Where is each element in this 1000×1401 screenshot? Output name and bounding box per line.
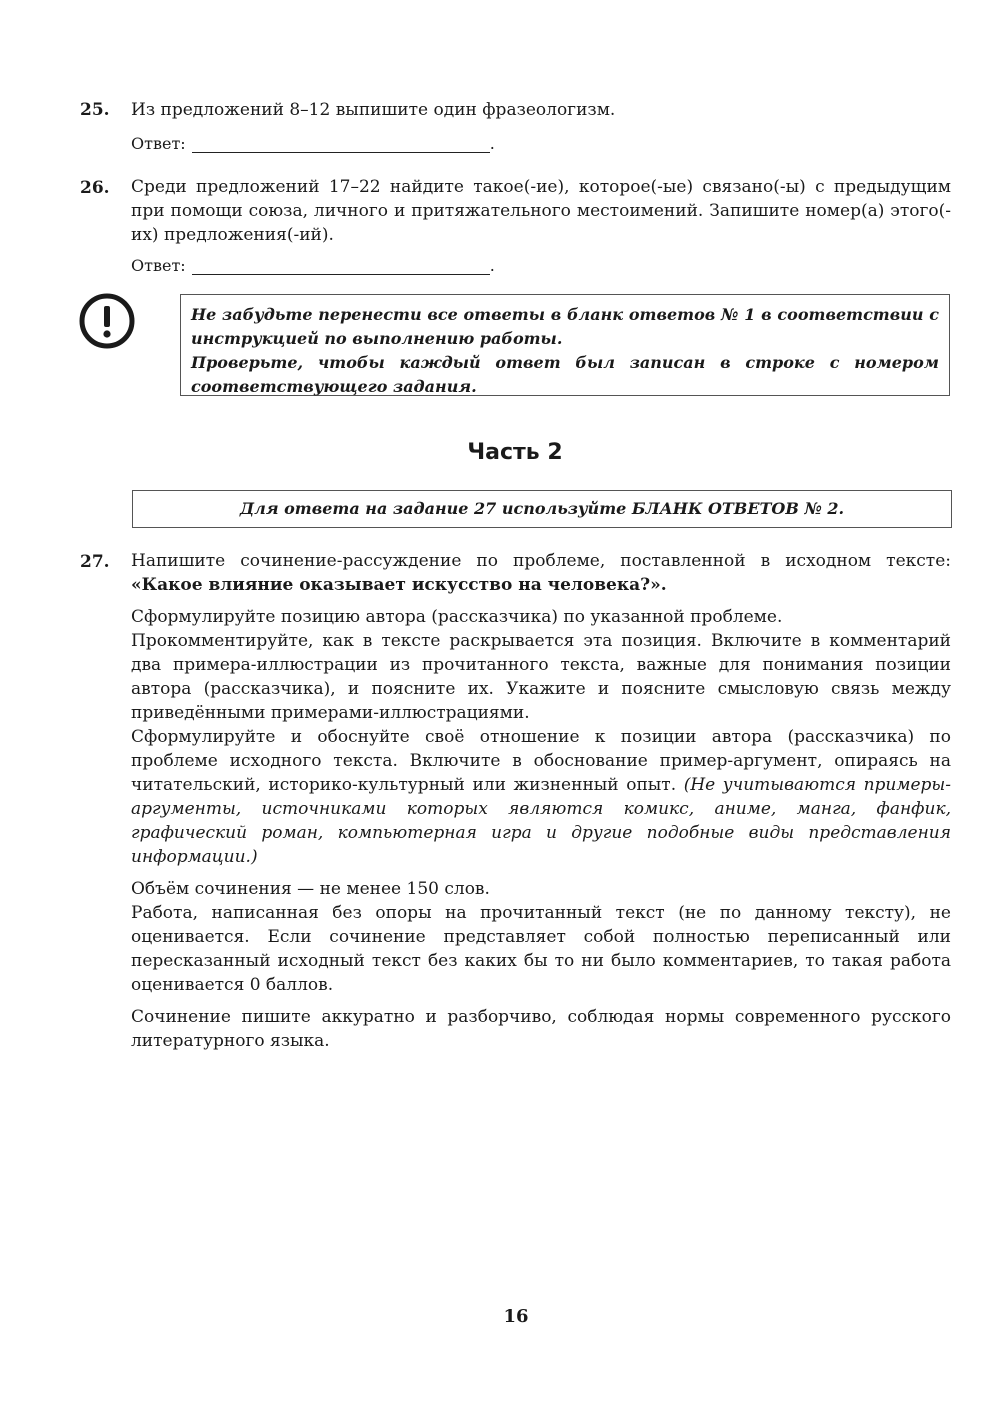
task-27-number: 27. <box>80 552 110 572</box>
task-27-content <box>131 549 951 1053</box>
reminder-box <box>180 294 950 396</box>
reminder-line-1: Не забудьте перенести все ответы в бланк ответов № 1 в соответствии с инструкцией по выполнению работы. <box>191 305 939 348</box>
page-number: 16 <box>503 1306 529 1327</box>
task-25-answer-line[interactable] <box>192 136 490 153</box>
task-26-answer-line[interactable] <box>192 258 490 275</box>
part-2-title: Часть 2 <box>467 440 563 465</box>
task-26-answer-row <box>131 256 495 275</box>
task-27-intro-paragraph <box>131 549 951 597</box>
task-27-problem: «Какое влияние оказывает искусство на человека?». <box>131 575 667 595</box>
task-25-text: Из предложений 8–12 выпишите один фразеологизм. <box>131 100 616 120</box>
task-27-p3-note: (Не учитываются примеры-аргументы, источниками которых являются комикс, аниме, манга, фанфик, графический роман, компьютерная игра и другие подобные виды представления информации.) <box>131 775 951 867</box>
part-2-note: Для ответа на задание 27 используйте БЛАНК ОТВЕТОВ № 2. <box>132 490 952 528</box>
task-27-p2: Прокомментируйте, как в тексте раскрывается эта позиция. Включите в комментарий два примера-иллюстрации из прочитанного текста, важные для понимания позиции автора (рассказчика), и поясните их. Укажите и поясните смысловую связь между приведёнными примерами-иллюстрациями. <box>131 631 951 723</box>
task-25-answer-end: . <box>489 134 495 153</box>
task-27-intro: Напишите сочинение-рассуждение по проблеме, поставленной в исходном тексте: <box>131 551 951 571</box>
task-27-p1: Сформулируйте позицию автора (рассказчика) по указанной проблеме. <box>131 607 783 627</box>
exclamation-circle-icon <box>78 292 136 350</box>
task-27-p3 <box>131 725 951 869</box>
task-27-p4: Объём сочинения — не менее 150 слов. <box>131 879 490 899</box>
task-25-answer-row <box>131 134 495 153</box>
reminder-line-2: Проверьте, чтобы каждый ответ был записан в строке с номером соответствующего задания. <box>191 353 939 396</box>
task-27-p6: Сочинение пишите аккуратно и разборчиво, соблюдая нормы современного русского литературного языка. <box>131 1007 951 1051</box>
task-26-answer-end: . <box>489 256 495 275</box>
task-27-p3-main: Сформулируйте и обоснуйте своё отношение к позиции автора (рассказчика) по проблеме исходного текста. Включите в обоснование пример-аргумент, опираясь на читательский, историко-культурный или жизненный опыт. <box>131 727 951 795</box>
task-26-text: Среди предложений 17–22 найдите такое(-ие), которое(-ые) связано(-ы) с предыдущим при помощи союза, личного и притяжательного местоимений. Запишите номер(а) этого(-их) предложения(-ий). <box>131 177 951 245</box>
task-25-answer-label: Ответ: <box>131 134 186 153</box>
task-25-number: 25. <box>80 100 110 120</box>
task-27-p5: Работа, написанная без опоры на прочитанный текст (не по данному тексту), не оценивается. Если сочинение представляет собой полностью переписанный или пересказанный исходный текст без каких бы то ни было комментариев, то такая работа оценивается 0 баллов. <box>131 903 951 995</box>
task-26-answer-label: Ответ: <box>131 256 186 275</box>
task-26-number: 26. <box>80 178 110 198</box>
